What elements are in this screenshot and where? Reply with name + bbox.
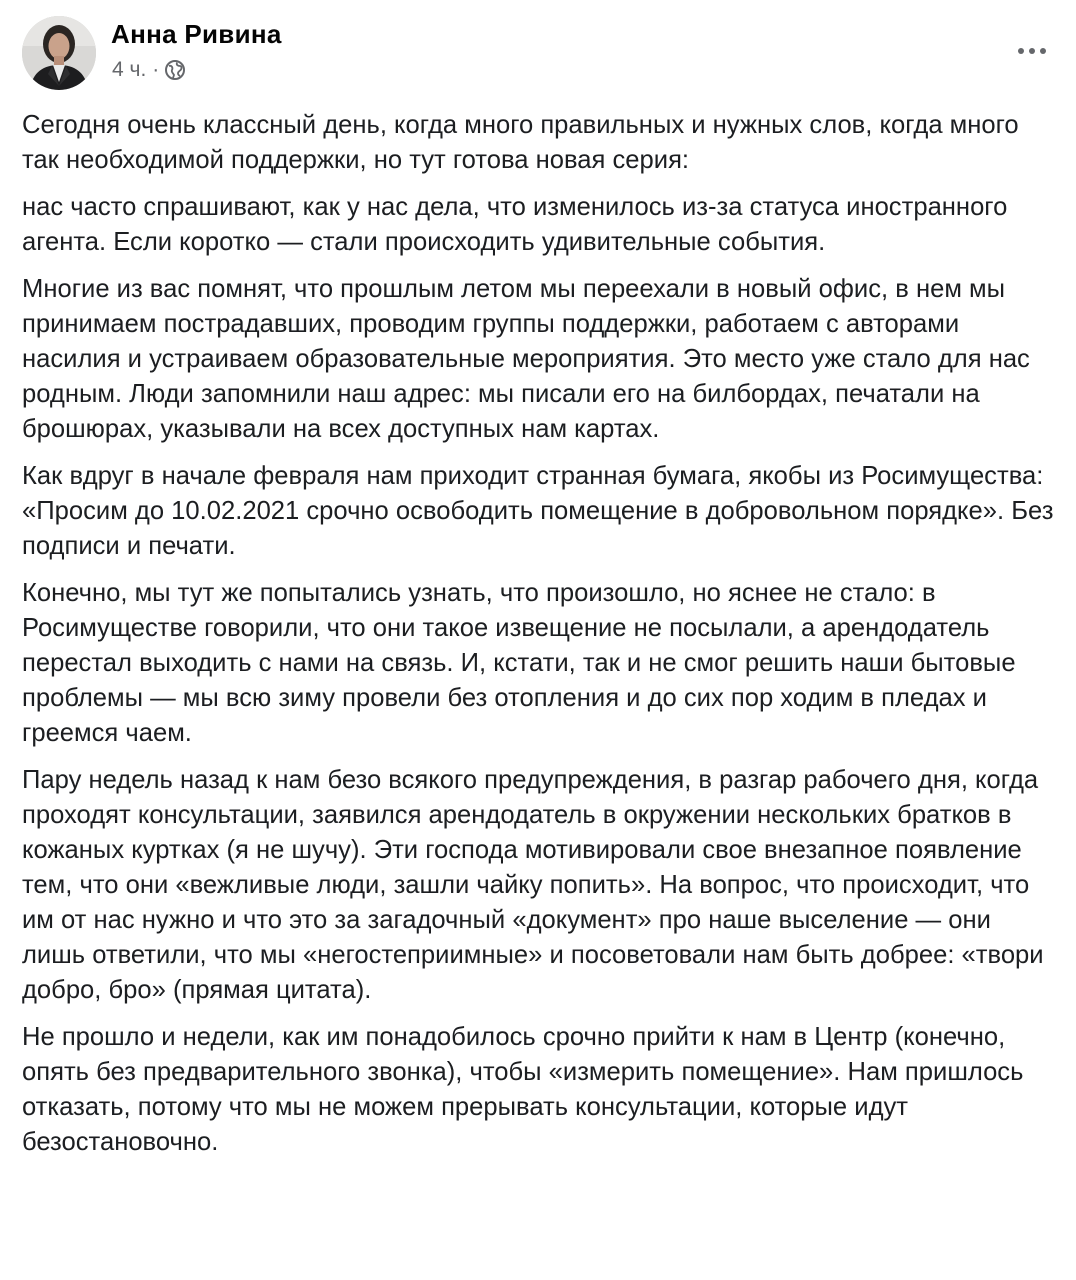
post-meta	[112, 58, 186, 82]
paragraph: Как вдруг в начале февраля нам приходит странная бумага, якобы из Росимущества: «Просим до 10.02.2021 срочно освободить помещение в добровольном порядке». Без подписи и печати.	[22, 462, 1054, 560]
paragraph: Конечно, мы тут же попытались узнать, что произошло, но яснее не стало: в Росимуществе говорили, что они такое извещение не посылали, а арендодатель перестал выходить с нами на связь. И, кстати, так и не смог решить наши бытовые проблемы — мы всю зиму провели без отопления и до сих пор ходим в пледах и греемся чаем.	[22, 579, 1016, 747]
post-text	[22, 108, 1056, 1172]
paragraph: нас часто спрашивают, как у нас дела, что изменилось из-за статуса иностранного агента. Если коротко — стали происходить удивительные события.	[22, 193, 1008, 256]
more-options-icon	[1017, 47, 1047, 55]
paragraph: Пару недель назад к нам безо всякого предупреждения, в разгар рабочего дня, когда проходят консультации, заявился арендодатель в окружении нескольких братков в кожаных куртках (я не шучу). Эти господа мотивировали свое внезапное появление тем, что они «вежливые люди, зашли чайку попить». На вопрос, что происходит, что им от нас нужно и что это за загадочный «документ» про наше выселение — они лишь ответили, что мы «негостеприимные» и посоветовали нам быть добрее: «твори добро, бро» (прямая цитата).	[22, 766, 1044, 1004]
meta-separator: ·	[152, 58, 160, 81]
paragraph: Многие из вас помнят, что прошлым летом мы переехали в новый офис, в нем мы принимаем пострадавших, проводим группы поддержки, работаем с авторами насилия и устраиваем образовательные мероприятия. Это место уже стало для нас родным. Люди запомнили наш адрес: мы писали его на билбордах, печатали на брошюрах, указывали на всех доступных нам картах.	[22, 275, 1030, 443]
more-options-button[interactable]	[1012, 36, 1052, 66]
post-header	[22, 16, 1052, 92]
globe-icon[interactable]	[164, 59, 186, 81]
author-name[interactable]: Анна Ривина	[111, 19, 282, 49]
avatar-portrait	[22, 16, 96, 90]
post-time[interactable]: 4 ч.	[112, 58, 147, 81]
avatar[interactable]	[22, 16, 96, 90]
paragraph: Сегодня очень классный день, когда много правильных и нужных слов, когда много так необходимой поддержки, но тут готова новая серия:	[22, 111, 1019, 174]
paragraph: Не прошло и недели, как им понадобилось срочно прийти к нам в Центр (конечно, опять без предварительного звонка), чтобы «измерить помещение». Нам пришлось отказать, потому что мы не можем прерывать консультации, которые идут безостановочно.	[22, 1023, 1024, 1156]
